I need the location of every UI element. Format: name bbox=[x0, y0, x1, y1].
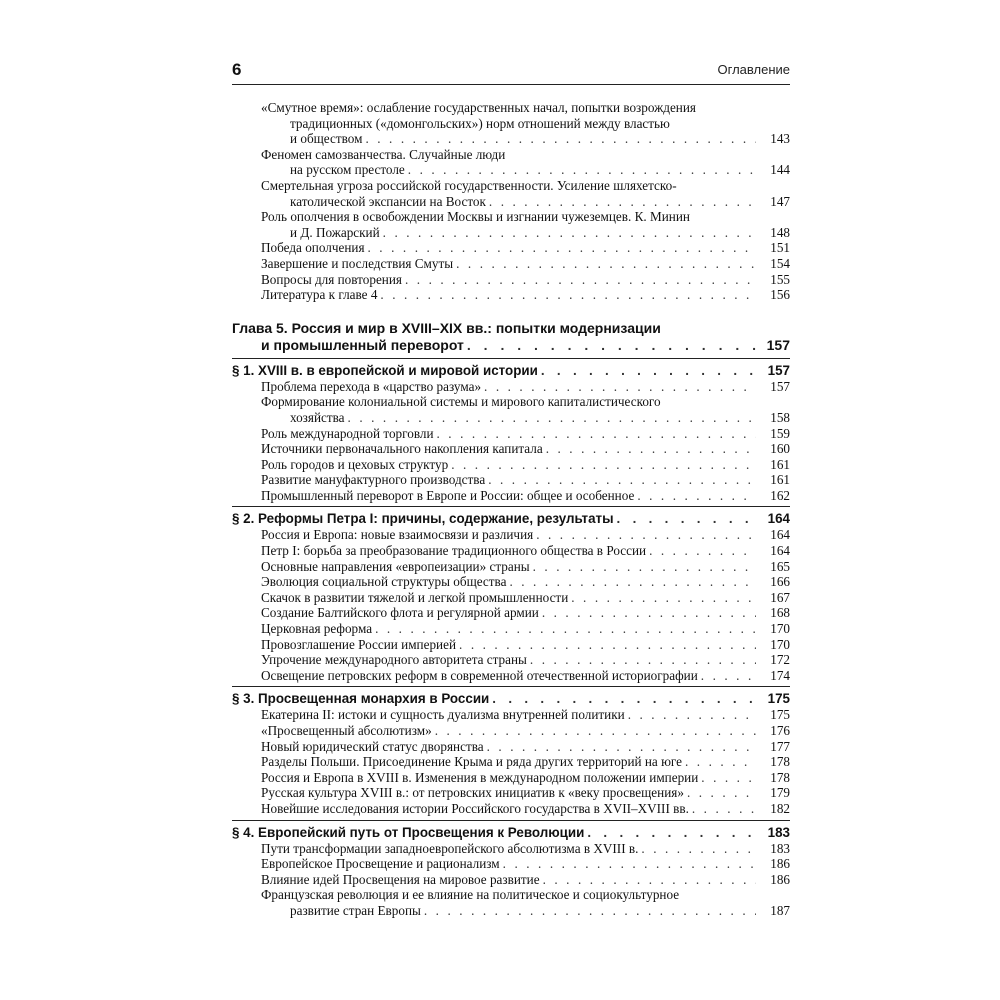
page-ref: 170 bbox=[770, 636, 790, 652]
dot-leader bbox=[489, 194, 756, 210]
chapter-title-line1: Глава 5. Россия и мир в XVIII–XIX вв.: попытки модернизации bbox=[232, 319, 661, 336]
toc-leader-line bbox=[261, 225, 790, 241]
entry-title: и Д. Пожарский bbox=[290, 224, 380, 240]
page-ref: 155 bbox=[770, 271, 790, 287]
toc-leader-line bbox=[261, 131, 790, 147]
toc-entry bbox=[232, 287, 790, 303]
page-ref: 187 bbox=[770, 902, 790, 918]
page-ref: 143 bbox=[770, 131, 790, 147]
page-ref: 178 bbox=[770, 769, 790, 785]
dot-leader bbox=[492, 690, 756, 707]
running-title: Оглавление bbox=[717, 62, 790, 77]
entry-title: Русская культура XVIII в.: от петровских инициатив к «веку просвещения» bbox=[261, 785, 684, 801]
entry-title: Завершение и последствия Смуты bbox=[261, 255, 454, 271]
page-ref: 164 bbox=[770, 527, 790, 543]
toc-entry bbox=[232, 801, 790, 817]
page-ref: 178 bbox=[770, 754, 790, 770]
dot-leader bbox=[408, 162, 756, 178]
toc-leader-line bbox=[261, 903, 790, 919]
toc-entry bbox=[232, 574, 790, 590]
entry-title: Вопросы для повторения bbox=[261, 271, 402, 287]
page-ref: 186 bbox=[770, 871, 790, 887]
toc-entry bbox=[232, 147, 790, 178]
toc-entry bbox=[232, 457, 790, 473]
dot-leader bbox=[649, 543, 756, 559]
page-ref: 179 bbox=[770, 785, 790, 801]
dot-leader bbox=[456, 256, 756, 272]
dot-leader bbox=[542, 605, 756, 621]
page-ref: 170 bbox=[770, 621, 790, 637]
toc-entry bbox=[232, 394, 790, 425]
toc-entry bbox=[232, 178, 790, 209]
toc-entry bbox=[232, 441, 790, 457]
dot-leader bbox=[380, 287, 756, 303]
toc-leader-line bbox=[261, 472, 790, 488]
toc-entry bbox=[232, 637, 790, 653]
page-ref: 182 bbox=[770, 800, 790, 816]
entry-title: Развитие мануфактурного производства bbox=[261, 472, 486, 488]
entry-line: традиционных («домонгольских») норм отношений между властью bbox=[290, 115, 670, 131]
dot-leader bbox=[617, 510, 756, 527]
entry-title: Роль международной торговли bbox=[261, 425, 434, 441]
page-ref: 157 bbox=[766, 336, 790, 353]
toc-leader-line bbox=[261, 707, 790, 723]
toc-entry bbox=[232, 652, 790, 668]
dot-leader bbox=[348, 410, 756, 426]
toc-entry bbox=[232, 723, 790, 739]
entry-title: Новейшие исследования истории Российского государства в XVII–XVIII вв. bbox=[261, 800, 689, 816]
toc-leader-line bbox=[261, 770, 790, 786]
toc-leader-line bbox=[261, 240, 790, 256]
dot-leader bbox=[536, 527, 756, 543]
dot-leader bbox=[637, 488, 756, 504]
entry-title: католической экспансии на Восток bbox=[290, 193, 486, 209]
entry-title: Петр I: борьба за преобразование традиционного общества в России bbox=[261, 543, 647, 559]
toc-leader-line bbox=[232, 510, 790, 527]
toc-leader-line bbox=[261, 559, 790, 575]
dot-leader bbox=[487, 739, 756, 755]
toc-entry bbox=[232, 590, 790, 606]
toc-leader-line bbox=[261, 856, 790, 872]
page-ref: 168 bbox=[770, 605, 790, 621]
toc-entry bbox=[232, 527, 790, 543]
dot-leader bbox=[571, 590, 756, 606]
dot-leader bbox=[437, 426, 756, 442]
section-heading bbox=[232, 358, 790, 379]
page-ref: 147 bbox=[770, 193, 790, 209]
page-ref: 186 bbox=[770, 856, 790, 872]
page-ref: 174 bbox=[770, 667, 790, 683]
toc-entry bbox=[232, 240, 790, 256]
page-ref: 157 bbox=[767, 362, 790, 378]
dot-leader bbox=[628, 707, 756, 723]
entry-title: Провозглашение России империей bbox=[261, 636, 457, 652]
page-ref: 183 bbox=[770, 840, 790, 856]
entry-title: Эволюция социальной структуры общества bbox=[261, 574, 507, 590]
page-ref: 161 bbox=[770, 456, 790, 472]
toc-leader-line bbox=[261, 287, 790, 303]
entry-line: Французская революция и ее влияние на политическое и социокультурное bbox=[261, 887, 680, 903]
toc-leader-line bbox=[261, 872, 790, 888]
dot-leader bbox=[692, 801, 756, 817]
entry-title: Влияние идей Просвещения на мировое развитие bbox=[261, 871, 540, 887]
toc-leader-line bbox=[261, 488, 790, 504]
dot-leader bbox=[375, 621, 756, 637]
page-ref: 164 bbox=[770, 543, 790, 559]
page-ref: 175 bbox=[767, 691, 790, 707]
dot-leader bbox=[587, 824, 756, 841]
dot-leader bbox=[503, 856, 756, 872]
entry-title: «Просвещенный абсолютизм» bbox=[261, 723, 432, 738]
toc-leader-line bbox=[261, 256, 790, 272]
toc-leader-line bbox=[261, 739, 790, 755]
toc-entry bbox=[232, 488, 790, 504]
dot-leader bbox=[509, 574, 756, 590]
toc-entry bbox=[232, 379, 790, 395]
toc-entry bbox=[232, 668, 790, 684]
toc-entry bbox=[232, 770, 790, 786]
toc-entry bbox=[232, 256, 790, 272]
toc-leader-line bbox=[261, 379, 790, 395]
page-ref: 160 bbox=[770, 441, 790, 457]
dot-leader bbox=[641, 841, 756, 857]
toc-leader-line bbox=[261, 621, 790, 637]
toc-leader-line bbox=[261, 426, 790, 442]
toc-entry bbox=[232, 707, 790, 723]
dot-leader bbox=[701, 770, 756, 786]
toc-leader-line bbox=[232, 337, 790, 354]
entry-title: Создание Балтийского флота и регулярной армии bbox=[261, 605, 539, 621]
entry-title: Пути трансформации западноевропейского абсолютизма в XVIII в. bbox=[261, 840, 639, 856]
section-heading bbox=[232, 686, 790, 707]
page-ref: 156 bbox=[770, 287, 790, 303]
chapter-heading bbox=[232, 320, 790, 354]
page-number: 6 bbox=[232, 60, 242, 79]
toc-leader-line bbox=[261, 841, 790, 857]
toc-entry bbox=[232, 100, 790, 147]
entry-title: хозяйства bbox=[290, 409, 345, 425]
section-heading bbox=[232, 820, 790, 841]
toc-leader-line bbox=[261, 194, 790, 210]
dot-leader bbox=[543, 872, 756, 888]
toc-leader-line bbox=[261, 574, 790, 590]
entry-line: Смертельная угроза российской государственности. Усиление шляхетско- bbox=[261, 177, 677, 193]
toc-entry bbox=[232, 887, 790, 918]
page-header bbox=[232, 60, 790, 85]
toc-entry bbox=[232, 856, 790, 872]
entry-title: Россия и Европа: новые взаимосвязи и различия bbox=[261, 527, 534, 543]
page-ref: 166 bbox=[770, 574, 790, 590]
page-ref: 172 bbox=[770, 652, 790, 668]
entry-title: Россия и Европа в XVIII в. Изменения в международном положении империи bbox=[261, 769, 699, 785]
table-of-contents bbox=[232, 100, 790, 919]
entry-title: Промышленный переворот в Европе и России: общее и особенное bbox=[261, 487, 635, 503]
page-ref: 154 bbox=[770, 255, 790, 271]
dot-leader bbox=[533, 559, 756, 575]
toc-leader-line bbox=[261, 527, 790, 543]
page-ref: 161 bbox=[770, 472, 790, 488]
toc-entry bbox=[232, 559, 790, 575]
toc-leader-line bbox=[261, 441, 790, 457]
toc-leader-line bbox=[261, 668, 790, 684]
toc-leader-line bbox=[261, 590, 790, 606]
entry-title: Литература к главе 4 bbox=[261, 287, 378, 303]
entry-title: развитие стран Европы bbox=[290, 902, 421, 918]
entry-title: Церковная реформа bbox=[261, 621, 373, 637]
dot-leader bbox=[451, 457, 756, 473]
page-ref: 158 bbox=[770, 409, 790, 425]
toc-entry bbox=[232, 785, 790, 801]
page-ref: 175 bbox=[770, 707, 790, 723]
toc-entry bbox=[232, 209, 790, 240]
entry-title: § 4. Европейский путь от Просвещения к Революции bbox=[232, 824, 585, 840]
page-ref: 165 bbox=[770, 558, 790, 574]
dot-leader bbox=[383, 225, 756, 241]
page-ref: 177 bbox=[770, 738, 790, 754]
entry-title: Новый юридический статус дворянства bbox=[261, 738, 484, 754]
dot-leader bbox=[435, 723, 756, 739]
entry-title: Европейское Просвещение и рационализм bbox=[261, 856, 500, 872]
dot-leader bbox=[365, 131, 756, 147]
entry-title: Источники первоначального накопления капитала bbox=[261, 441, 543, 457]
dot-leader bbox=[484, 379, 756, 395]
entry-title: Упрочение международного авторитета страны bbox=[261, 652, 527, 668]
page-ref: 148 bbox=[770, 224, 790, 240]
toc-entry bbox=[232, 272, 790, 288]
page-ref: 151 bbox=[770, 240, 790, 256]
entry-title: Екатерина II: истоки и сущность дуализма внутренней политики bbox=[261, 707, 625, 723]
entry-title: § 2. Реформы Петра I: причины, содержание, результаты bbox=[232, 511, 614, 527]
page-ref: 176 bbox=[770, 723, 790, 738]
dot-leader bbox=[687, 785, 756, 801]
toc-entry bbox=[232, 543, 790, 559]
dot-leader bbox=[467, 337, 756, 354]
dot-leader bbox=[424, 903, 756, 919]
page-ref: 159 bbox=[770, 425, 790, 441]
dot-leader bbox=[405, 272, 756, 288]
dot-leader bbox=[685, 754, 756, 770]
entry-title: на русском престоле bbox=[290, 162, 405, 178]
toc-leader-line bbox=[261, 754, 790, 770]
toc-entry bbox=[232, 605, 790, 621]
dot-leader bbox=[488, 472, 756, 488]
toc-entry bbox=[232, 739, 790, 755]
entry-line: Формирование колониальной системы и мирового капиталистического bbox=[261, 394, 661, 410]
entry-title: Разделы Польши. Присоединение Крыма и ряда других территорий на юге bbox=[261, 754, 683, 770]
toc-leader-line bbox=[232, 690, 790, 707]
entry-title: Победа ополчения bbox=[261, 240, 365, 256]
page-ref: 157 bbox=[770, 378, 790, 394]
dot-leader bbox=[459, 637, 756, 653]
entry-title: Роль городов и цеховых структур bbox=[261, 456, 449, 472]
entry-line: Роль ополчения в освобождении Москвы и изгнании чужеземцев. К. Минин bbox=[261, 209, 690, 225]
entry-title: § 1. XVIII в. в европейской и мировой истории bbox=[232, 362, 538, 378]
entry-title: Освещение петровских реформ в современной отечественной историографии bbox=[261, 667, 698, 683]
toc-entry bbox=[232, 754, 790, 770]
toc-leader-line bbox=[261, 410, 790, 426]
entry-title: Проблема перехода в «царство разума» bbox=[261, 378, 482, 394]
toc-entry bbox=[232, 841, 790, 857]
entry-title: и обществом bbox=[290, 131, 363, 147]
toc-leader-line bbox=[261, 723, 790, 739]
toc-entry bbox=[232, 621, 790, 637]
dot-leader bbox=[368, 240, 756, 256]
entry-title: § 3. Просвещенная монархия в России bbox=[232, 691, 490, 707]
entry-title: и промышленный переворот bbox=[261, 336, 464, 353]
dot-leader bbox=[701, 668, 756, 684]
toc-leader-line bbox=[232, 824, 790, 841]
toc-leader-line bbox=[261, 785, 790, 801]
toc-entry bbox=[232, 472, 790, 488]
dot-leader bbox=[530, 652, 756, 668]
page-ref: 167 bbox=[770, 589, 790, 605]
entry-title: Скачок в развитии тяжелой и легкой промышленности bbox=[261, 589, 569, 605]
toc-leader-line bbox=[261, 543, 790, 559]
toc-leader-line bbox=[261, 605, 790, 621]
toc-entry bbox=[232, 872, 790, 888]
page-ref: 162 bbox=[770, 487, 790, 503]
toc-leader-line bbox=[261, 272, 790, 288]
entry-title: Основные направления «европеизации» страны bbox=[261, 558, 530, 574]
section-heading bbox=[232, 506, 790, 527]
toc-leader-line bbox=[261, 652, 790, 668]
entry-line: Феномен самозванчества. Случайные люди bbox=[261, 146, 506, 162]
toc-leader-line bbox=[261, 457, 790, 473]
toc-entry bbox=[232, 426, 790, 442]
toc-leader-line bbox=[261, 801, 790, 817]
page-ref: 183 bbox=[767, 824, 790, 840]
dot-leader bbox=[546, 441, 756, 457]
page-ref: 144 bbox=[770, 162, 790, 178]
toc-leader-line bbox=[261, 637, 790, 653]
dot-leader bbox=[541, 362, 756, 379]
page-ref: 164 bbox=[767, 511, 790, 527]
toc-leader-line bbox=[232, 362, 790, 379]
toc-leader-line bbox=[261, 162, 790, 178]
entry-line: «Смутное время»: ослабление государственных начал, попытки возрождения bbox=[261, 100, 696, 115]
